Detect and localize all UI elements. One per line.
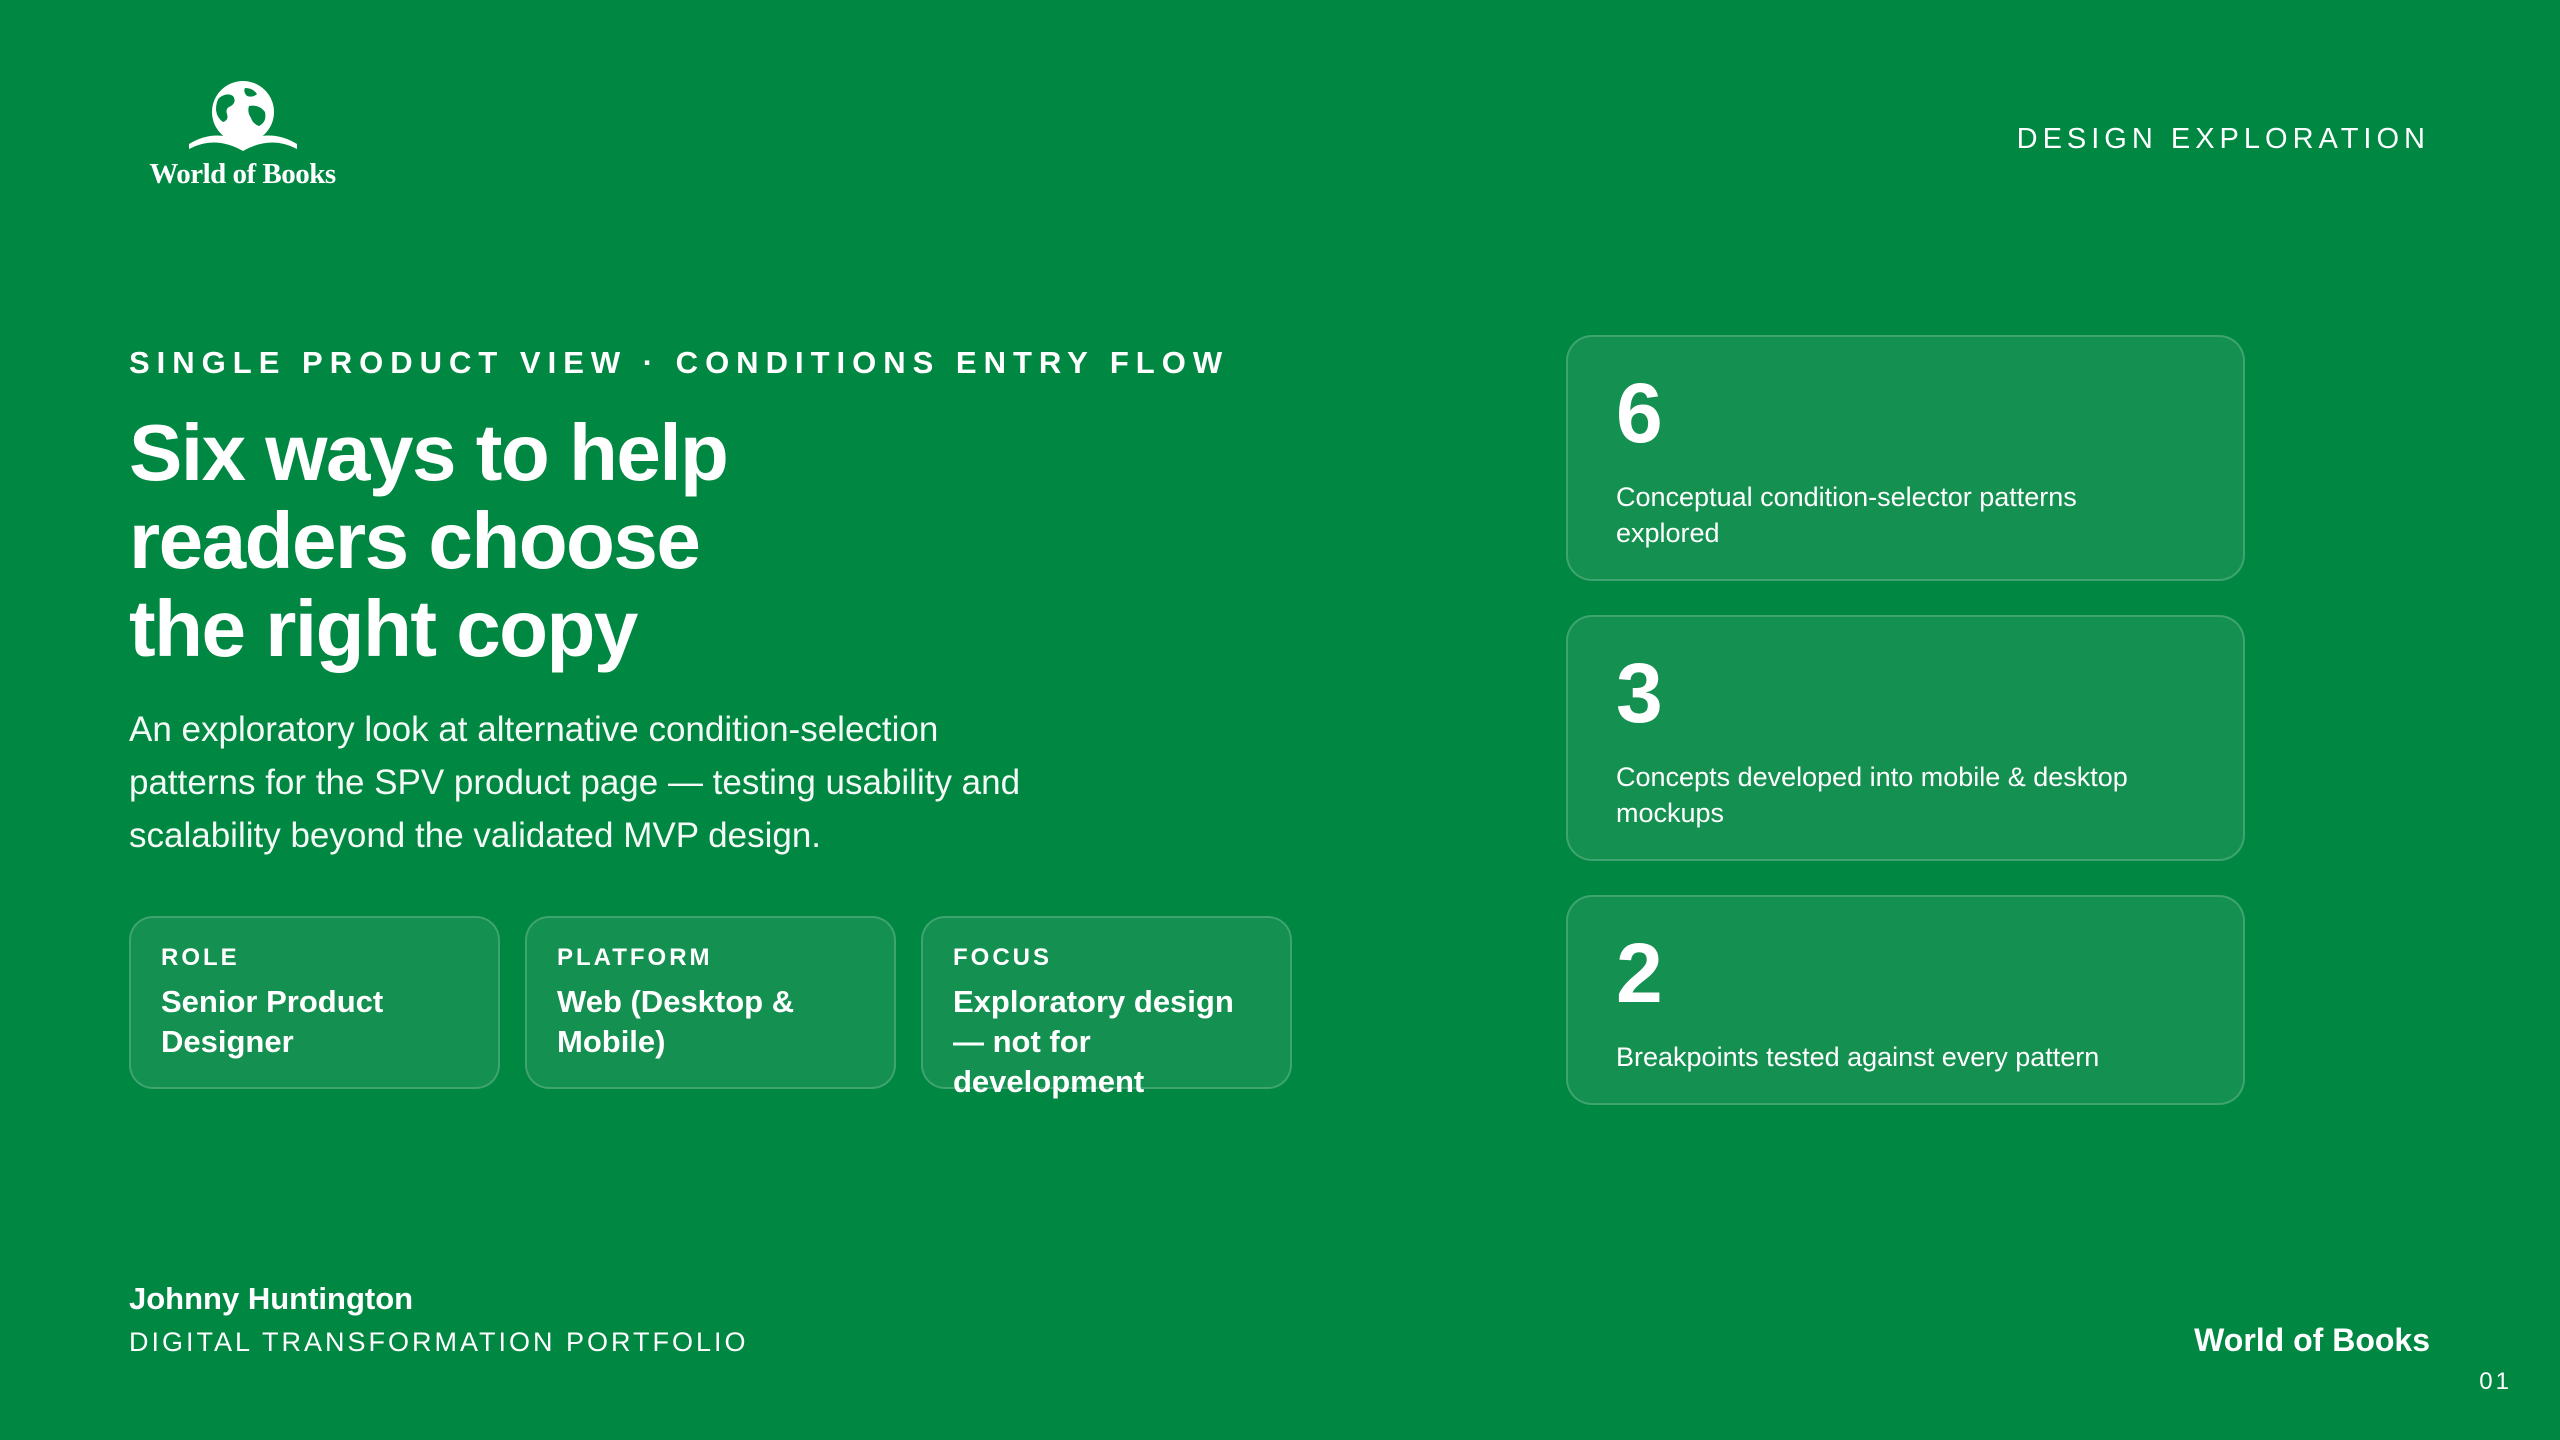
stat-card-concepts — [1566, 615, 2245, 861]
eyebrow: SINGLE PRODUCT VIEW · CONDITIONS ENTRY FLOW — [129, 345, 1230, 380]
page-number: 01 — [2479, 1368, 2512, 1395]
author-block — [129, 1281, 749, 1358]
author-name: Johnny Huntington — [129, 1281, 414, 1316]
stat-number: 3 — [1616, 646, 1663, 740]
meta-label: ROLE — [161, 944, 240, 971]
brand-logo — [145, 78, 340, 191]
meta-value: Exploratory design — not for development — [953, 984, 1234, 1099]
meta-label: FOCUS — [953, 944, 1052, 971]
footer-brand: World of Books — [2194, 1322, 2430, 1358]
headline-line: the right copy — [129, 584, 637, 673]
logo-wordmark: World of Books — [149, 158, 336, 190]
lede: An exploratory look at alternative condition-selection patterns for the SPV product page — testing usability and scalability beyond the validated MVP design. — [129, 710, 1021, 855]
stat-description: Breakpoints tested against every pattern — [1616, 1042, 2100, 1072]
meta-card-role — [129, 916, 500, 1089]
meta-value: Web (Desktop & Mobile) — [557, 984, 795, 1059]
headline-line: Six ways to help — [129, 408, 728, 497]
stat-description: Concepts developed into mobile & desktop mockups — [1616, 762, 2128, 828]
meta-cards — [129, 916, 1292, 1099]
stat-description: Conceptual condition-selector patterns explored — [1616, 482, 2077, 548]
meta-value: Senior Product Designer — [161, 984, 384, 1059]
page-title — [129, 409, 829, 673]
globe-book-icon — [183, 78, 303, 154]
stat-card-breakpoints — [1566, 895, 2245, 1105]
headline-line: readers choose — [129, 496, 700, 585]
meta-card-platform — [525, 916, 896, 1089]
meta-label: PLATFORM — [557, 944, 713, 971]
stat-card-patterns — [1566, 335, 2245, 581]
hero — [129, 345, 1359, 862]
section-label: DESIGN EXPLORATION — [2016, 123, 2430, 155]
author-role: DIGITAL TRANSFORMATION PORTFOLIO — [129, 1327, 749, 1357]
meta-card-focus — [921, 916, 1292, 1099]
stat-number: 2 — [1616, 926, 1663, 1020]
stat-number: 6 — [1616, 366, 1663, 460]
